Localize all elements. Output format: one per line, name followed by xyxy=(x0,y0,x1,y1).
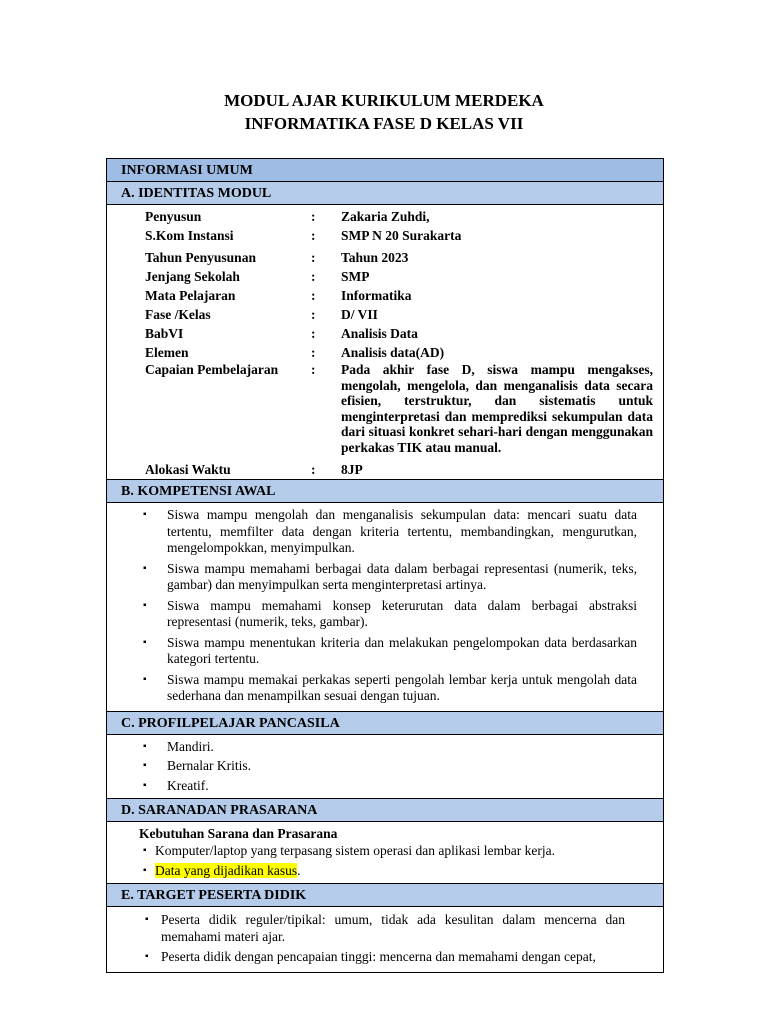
identity-label: Elemen xyxy=(145,345,189,360)
list-item xyxy=(107,863,663,880)
list-item-text: Siswa mampu memakai perkakas seperti pengolah lembar kerja untuk mengolah data sederhana dan menampilkan sesuai dengan tujuan. xyxy=(167,671,637,703)
list-item xyxy=(107,507,663,557)
list-item xyxy=(107,561,663,594)
identity-colon: : xyxy=(311,462,316,477)
identity-value: Tahun 2023 xyxy=(341,250,409,265)
identity-label: Mata Pelajaran xyxy=(145,288,236,303)
target-section xyxy=(107,907,663,973)
list-item xyxy=(107,739,663,756)
bullet-icon: ▪ xyxy=(143,599,147,611)
identity-value: 8JP xyxy=(341,462,363,477)
list-item-text: Peserta didik reguler/tipikal: umum, tidak ada kesulitan dalam mencerna dan memahami materi ajar. xyxy=(161,912,625,944)
document-title-line2: INFORMATIKA FASE D KELAS VII xyxy=(244,114,524,133)
list-item xyxy=(107,843,663,860)
highlighted-text: Data yang dijadikan kasus xyxy=(155,862,298,878)
bullet-icon: ▪ xyxy=(145,951,149,962)
section-header-profil-pelajar: C. PROFILPELAJAR PANCASILA xyxy=(107,712,663,735)
bullet-icon: ▪ xyxy=(143,562,147,574)
list-item-text: Peserta didik dengan pencapaian tinggi: mencerna dan memahami dengan cepat, xyxy=(161,949,596,964)
identitas-section xyxy=(107,205,663,480)
identity-value: Zakaria Zuhdi, xyxy=(341,209,430,224)
bullet-icon: ▪ xyxy=(143,636,147,648)
identity-colon: : xyxy=(311,250,316,265)
kompetensi-awal-section xyxy=(107,503,663,712)
identity-value: Pada akhir fase D, siswa mampu mengakses, mengolah, mengelola, dan menganalisis data secara efisien, terstruktur, dan sistematis untuk menginterpretasi dan memprediksi sekumpulan data dari situasi konkret sehari-hari dengan menggunakan perkakas TIK atau manual. xyxy=(341,362,653,455)
identity-label: Capaian Pembelajaran xyxy=(145,362,279,377)
identity-row-tahun xyxy=(107,248,663,267)
list-item-text: Siswa mampu memahami berbagai data dalam berbagai representasi (numerik, teks, gambar) dan menyimpulkan serta menginterpretasi artinya. xyxy=(167,560,637,592)
list-item xyxy=(107,598,663,631)
target-list xyxy=(107,912,663,966)
identity-row-alokasi xyxy=(107,460,663,479)
list-item-text: Siswa mampu menentukan kriteria dan melakukan pengelompokan data berdasarkan kategori tertentu. xyxy=(167,634,637,666)
bullet-icon: ▪ xyxy=(143,509,147,520)
identity-row-instansi xyxy=(107,226,663,245)
identity-label: BabVI xyxy=(145,326,184,341)
bullet-icon: ▪ xyxy=(143,740,147,752)
list-item-text: Bernalar Kritis. xyxy=(167,758,251,773)
identity-row-mapel xyxy=(107,286,663,305)
document-title-line1: MODUL AJAR KURIKULUM MERDEKA xyxy=(224,91,544,110)
identity-value: D/ VII xyxy=(341,307,378,322)
identity-label: S.Kom Instansi xyxy=(145,228,234,243)
section-header-informasi-umum: INFORMASI UMUM xyxy=(107,159,663,182)
identity-value: SMP N 20 Surakarta xyxy=(341,228,462,243)
identity-colon: : xyxy=(311,345,316,360)
identity-label: Penyusun xyxy=(145,209,202,224)
identity-value: Analisis Data xyxy=(341,326,418,341)
sarana-section xyxy=(107,822,663,884)
identity-colon: : xyxy=(311,362,316,377)
list-item xyxy=(107,635,663,668)
section-header-identitas-modul: A. IDENTITAS MODUL xyxy=(107,182,663,205)
list-item-text: Siswa mampu mengolah dan menganalisis sekumpulan data: mencari suatu data tertentu, memfilter data dengan kriteria tertentu, membandingkan, mengurutkan, mengelompokkan, menyimpulkan. xyxy=(167,507,637,555)
section-header-sarana-prasarana: D. SARANADAN PRASARANA xyxy=(107,799,663,822)
kompetensi-awal-list xyxy=(107,507,663,705)
identity-label: Alokasi Waktu xyxy=(145,462,231,477)
list-item xyxy=(107,778,663,795)
bullet-icon: ▪ xyxy=(145,914,149,925)
bullet-icon: ▪ xyxy=(143,760,147,771)
list-item-text: Mandiri. xyxy=(167,738,214,754)
identity-row-fase xyxy=(107,305,663,324)
sarana-list xyxy=(107,843,663,879)
sarana-heading: Kebutuhan Sarana dan Prasarana xyxy=(139,826,338,841)
identity-colon: : xyxy=(311,288,316,303)
identity-value: Analisis data(AD) xyxy=(341,345,445,360)
section-header-target-peserta: E. TARGET PESERTA DIDIK xyxy=(107,884,663,907)
list-item-text: Kreatif. xyxy=(167,777,209,793)
profil-section xyxy=(107,735,663,800)
identity-colon: : xyxy=(311,269,316,284)
list-item xyxy=(107,672,663,705)
bullet-icon: ▪ xyxy=(143,673,147,685)
identity-colon: : xyxy=(311,209,316,224)
list-item-text: Siswa mampu memahami konsep keterurutan data dalam berbagai abstraksi representasi (numerik, teks, gambar). xyxy=(167,597,637,629)
bullet-icon: ▪ xyxy=(143,845,147,856)
identity-row-penyusun xyxy=(107,207,663,226)
list-item xyxy=(107,758,663,775)
module-table xyxy=(106,158,664,973)
identity-row-elemen xyxy=(107,343,663,362)
identity-value: SMP xyxy=(341,269,370,284)
list-item xyxy=(107,912,663,945)
identity-label: Jenjang Sekolah xyxy=(145,269,240,284)
list-item-period: . xyxy=(297,862,301,878)
identity-colon: : xyxy=(311,307,316,322)
identity-colon: : xyxy=(311,326,316,341)
identity-label: Fase /Kelas xyxy=(145,307,211,322)
profil-list xyxy=(107,739,663,795)
identity-value: Informatika xyxy=(341,288,412,303)
section-header-kompetensi-awal: B. KOMPETENSI AWAL xyxy=(107,480,663,503)
bullet-icon: ▪ xyxy=(143,864,147,876)
identity-label: Tahun Penyusunan xyxy=(145,250,256,265)
bullet-icon: ▪ xyxy=(143,779,147,791)
identity-row-capaian xyxy=(107,362,663,455)
identity-row-jenjang xyxy=(107,267,663,286)
identity-colon: : xyxy=(311,228,316,243)
list-item xyxy=(107,949,663,966)
identity-row-bab xyxy=(107,324,663,343)
list-item-text: Komputer/laptop yang terpasang sistem operasi dan aplikasi lembar kerja. xyxy=(155,843,556,858)
